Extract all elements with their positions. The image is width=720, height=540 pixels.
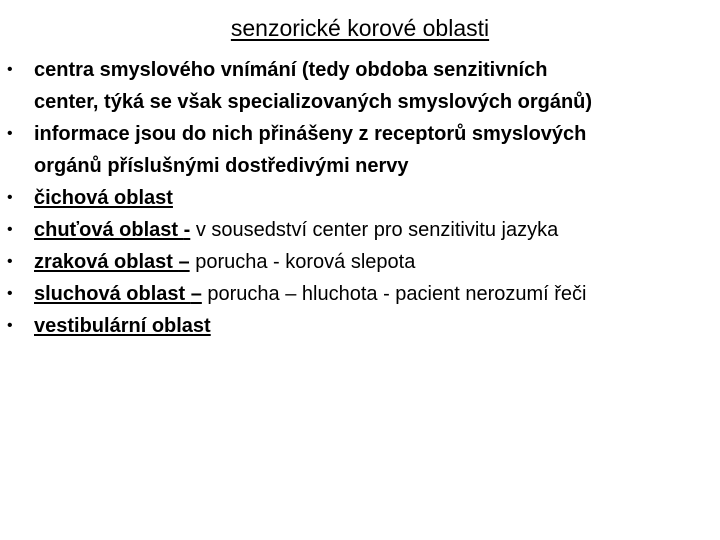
term-gustatory-area: chuťová oblast — [34, 219, 184, 241]
bullet-icon: • — [7, 317, 13, 334]
item-text-line-1: informace jsou do nich přinášeny z receptorů smyslových — [34, 123, 587, 145]
term-separator: - — [183, 219, 191, 241]
bullet-icon: • — [7, 125, 13, 142]
item-text-line-2: orgánů příslušnými dostředivými nervy — [34, 155, 409, 177]
list-item-visual-area — [0, 246, 720, 278]
term-auditory-area: sluchová oblast — [34, 283, 191, 305]
bullet-icon: • — [7, 61, 13, 78]
list-item-receptor-input — [0, 118, 720, 182]
term-vestibular-area: vestibulární oblast — [34, 315, 211, 337]
item-text-line-1: centra smyslového vnímání (tedy obdoba senzitivních — [34, 59, 548, 81]
term-olfactory-area: čichová oblast — [34, 187, 173, 209]
item-text-line-2: center, týká se však specializovaných smyslových orgánů) — [34, 91, 593, 113]
bullet-icon: • — [7, 221, 13, 238]
list-item-gustatory-area — [0, 214, 720, 246]
list-item-senses-centers — [0, 54, 720, 118]
slide-title: senzorické korové oblasti — [230, 15, 490, 41]
term-visual-area: zraková oblast — [34, 251, 179, 273]
bullet-icon: • — [7, 189, 13, 206]
bullet-icon: • — [7, 253, 13, 270]
list-item-vestibular-area — [0, 310, 720, 342]
bullet-list — [0, 54, 720, 342]
item-description: porucha - korová slepota — [189, 251, 416, 273]
term-separator: – — [190, 283, 202, 305]
bullet-icon: • — [7, 285, 13, 302]
list-item-olfactory-area — [0, 182, 720, 214]
term-separator: – — [178, 251, 190, 273]
item-description: porucha – hluchota - pacient nerozumí řeči — [201, 283, 587, 305]
list-item-auditory-area — [0, 278, 720, 310]
item-description: v sousedství center pro senzitivitu jazyka — [190, 219, 559, 241]
